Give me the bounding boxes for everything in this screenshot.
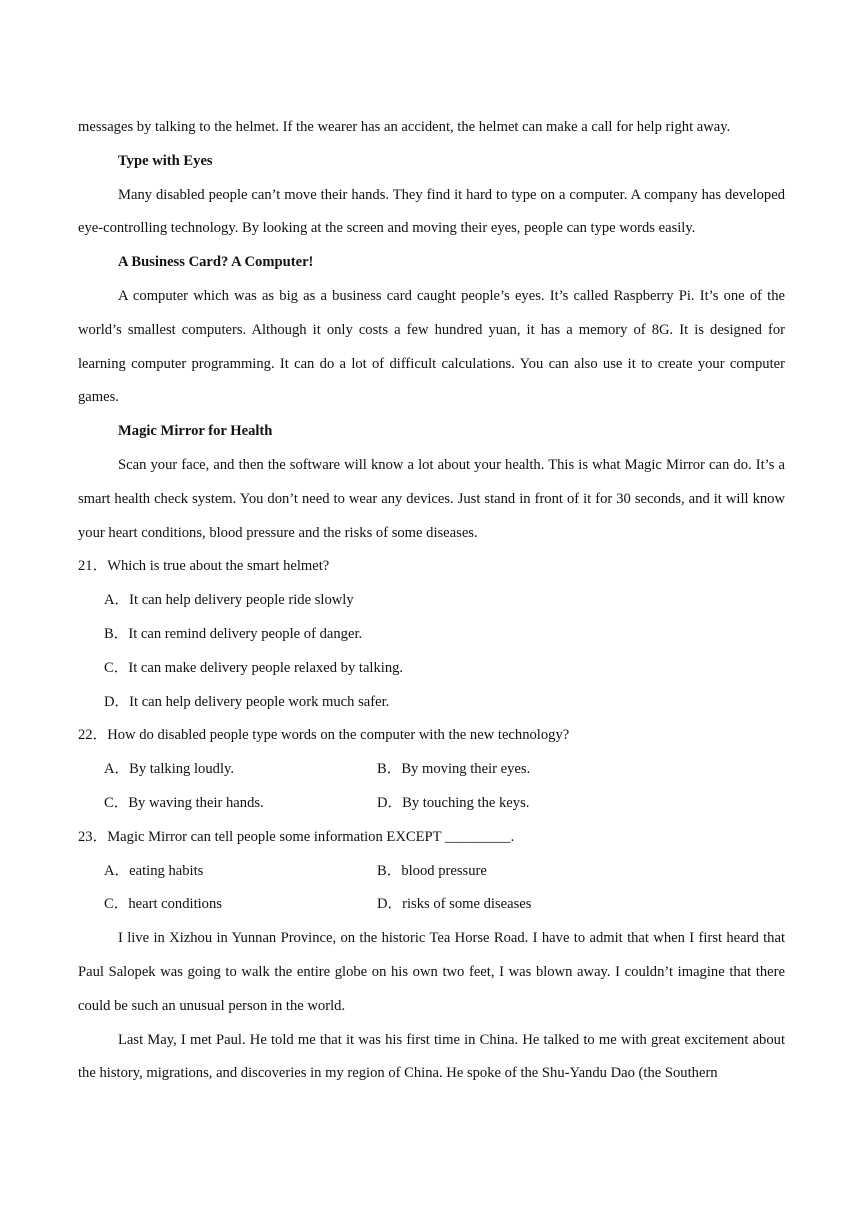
question-22-options-row-1 (78, 753, 785, 787)
question-23-options-row-1 (78, 855, 785, 889)
question-22-option-b: B．By moving their eyes. (377, 761, 531, 778)
question-21-stem: 21．Which is true about the smart helmet? (78, 558, 330, 575)
paragraph-helmet-end: messages by talking to the helmet. If the wearer has an accident, the helmet can make a call for help right away. (78, 119, 731, 135)
question-21-option-c: C．It can make delivery people relaxed by talking. (104, 659, 404, 676)
question-23-options-row-2 (78, 888, 785, 922)
document-page (78, 111, 785, 1091)
question-22-option-a: A．By talking loudly. (104, 761, 234, 778)
question-23 (78, 821, 785, 922)
question-22 (78, 719, 785, 820)
question-22-option-c: C．By waving their hands. (104, 794, 264, 811)
question-22-stem: 22．How do disabled people type words on the computer with the new technology? (78, 727, 570, 744)
question-23-option-b: B．blood pressure (377, 862, 487, 879)
question-21-option-a: A．It can help delivery people ride slowly (104, 592, 354, 609)
question-23-option-c: C．heart conditions (104, 896, 222, 913)
question-21-option-b: B．It can remind delivery people of danger. (104, 625, 363, 642)
heading-magic-mirror: Magic Mirror for Health (118, 423, 273, 440)
paragraph-xizhou: I live in Xizhou in Yunnan Province, on the historic Tea Horse Road. I have to admit that when I first heard that Paul Salopek was going to walk the entire globe on his own two feet, I was blown away. I couldn’t imagine that there could be such an unusual person in the world. (78, 930, 785, 1014)
paragraph-type-with-eyes: Many disabled people can’t move their hands. They find it hard to type on a computer. A company has developed eye-controlling technology. By looking at the screen and moving their eyes, people can type words easily. (78, 186, 785, 237)
question-21-option-d: D．It can help delivery people work much safer. (104, 693, 390, 710)
question-23-stem: 23．Magic Mirror can tell people some information EXCEPT _________. (78, 828, 515, 845)
question-22-options-row-2 (78, 787, 785, 821)
paragraph-met-paul: Last May, I met Paul. He told me that it was his first time in China. He talked to me with great excitement about the history, migrations, and discoveries in my region of China. He spoke of the Shu-Yandu Dao (the Southern (78, 1031, 785, 1082)
paragraph-magic-mirror: Scan your face, and then the software will know a lot about your health. This is what Magic Mirror can do. It’s a smart health check system. You don’t need to wear any devices. Just stand in front of it for 30 seconds, and it will know your heart conditions, blood pressure and the risks of some diseases. (78, 456, 785, 541)
heading-business-card: A Business Card? A Computer! (118, 254, 314, 271)
paragraph-business-card: A computer which was as big as a business card caught people’s eyes. It’s called Raspberry Pi. It’s one of the world’s smallest computers. Although it only costs a few hundred yuan, it has a memory of 8G. It is designed for learning computer programming. It can do a lot of difficult calculations. You can also use it to create your computer games. (78, 287, 785, 406)
question-23-option-d: D．risks of some diseases (377, 896, 532, 913)
heading-type-with-eyes: Type with Eyes (118, 152, 213, 169)
question-21 (78, 550, 785, 719)
question-23-option-a: A．eating habits (104, 862, 204, 879)
question-22-option-d: D．By touching the keys. (377, 794, 530, 811)
